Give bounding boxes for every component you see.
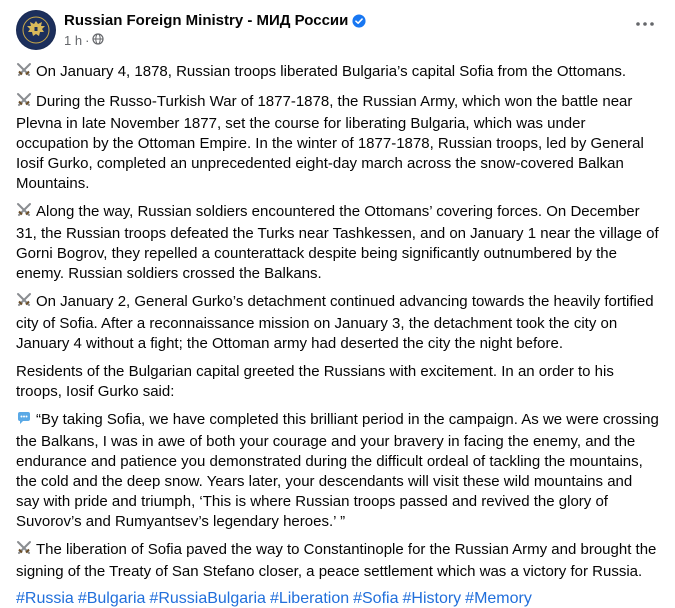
post-paragraph (16, 540, 659, 582)
paragraph-text: On January 2, General Gurko’s detachment continued advancing towards the heavily fortified city of Sofia. After a reconnaissance mission on January 3, the detachment took the city on January 4 without a fight; the Ottoman army had deserted the city the night before. (16, 293, 654, 352)
hashtag-link[interactable]: #RussiaBulgaria (149, 590, 266, 607)
avatar[interactable] (16, 10, 56, 50)
crossed-swords-icon (16, 62, 32, 84)
post-timestamp-link[interactable]: 1 h (64, 33, 83, 48)
post-paragraph (16, 362, 659, 402)
post-paragraph (16, 92, 659, 194)
crossed-swords-icon (16, 202, 32, 224)
paragraph-text: During the Russo-Turkish War of 1877-1878, the Russian Army, which won the battle near Plevna in late November 1877, set the course for liberating Bulgaria, which was under occupation by the Ottoman Empire. In the winter of 1877-1878, Russian troops, led by General Iosif Gurko, completed an unprecedented eight-day march across the snow-covered Balkan Mountains. (16, 93, 644, 192)
paragraph-text: “By taking Sofia, we have completed this brilliant period in the campaign. As we were crossing the Balkans, I was in awe of both your courage and your bravery in facing the enemy, and the endurance and patience you demonstrated during the difficult ordeal of tackling the mountains, the cold and the deep snow. Years later, your descendants will visit these wild mountains and say with pride and triumph, ‘This is where Russian troops passed and revived the glory of Suvorov’s and Rumyantsev’s legendary heroes.’ ” (16, 411, 659, 530)
crossed-swords-icon (16, 540, 32, 562)
crossed-swords-icon (16, 292, 32, 314)
crossed-swords-icon (16, 92, 32, 114)
eagle-emblem-icon (21, 15, 51, 45)
post-body (16, 62, 659, 582)
page-name-link[interactable]: Russian Foreign Ministry - МИД России (64, 12, 349, 29)
paragraph-text: Along the way, Russian soldiers encountered the Ottomans’ covering forces. On December 31, the Russian troops defeated the Turks near Tashkessen, and on January 1 near the village of Gorni Bogrov, they repelled a counterattack despite being significantly outnumbered by the enemy. Russian soldiers crossed the Balkans. (16, 203, 659, 282)
more-options-button[interactable] (631, 14, 659, 34)
post-paragraph (16, 202, 659, 284)
verified-badge-icon (352, 14, 366, 28)
speech-bubble-icon (16, 410, 32, 432)
post-paragraph (16, 410, 659, 532)
hashtag-link[interactable]: #Bulgaria (77, 590, 146, 607)
paragraph-text: The liberation of Sofia paved the way to Constantinople for the Russian Army and brought the signing of the Treaty of San Stefano closer, a peace settlement which was a victory for Russia. (16, 541, 657, 580)
paragraph-text: On January 4, 1878, Russian troops liberated Bulgaria’s capital Sofia from the Ottomans. (36, 63, 627, 80)
post-paragraph (16, 62, 659, 84)
ellipsis-icon (636, 22, 654, 26)
hashtag-link[interactable]: #Memory (465, 590, 532, 607)
hashtag-link[interactable]: #Sofia (353, 590, 399, 607)
hashtag-list (16, 590, 659, 608)
separator-dot: · (85, 33, 90, 48)
hashtag-link[interactable]: #Russia (16, 590, 74, 607)
hashtag-link[interactable]: #Liberation (269, 590, 350, 607)
hashtag-link[interactable]: #History (402, 590, 462, 607)
post-paragraph (16, 292, 659, 354)
globe-icon (92, 33, 104, 48)
post-header (16, 10, 659, 58)
paragraph-text: Residents of the Bulgarian capital greeted the Russians with excitement. In an order to his troops, Iosif Gurko said: (16, 363, 614, 400)
